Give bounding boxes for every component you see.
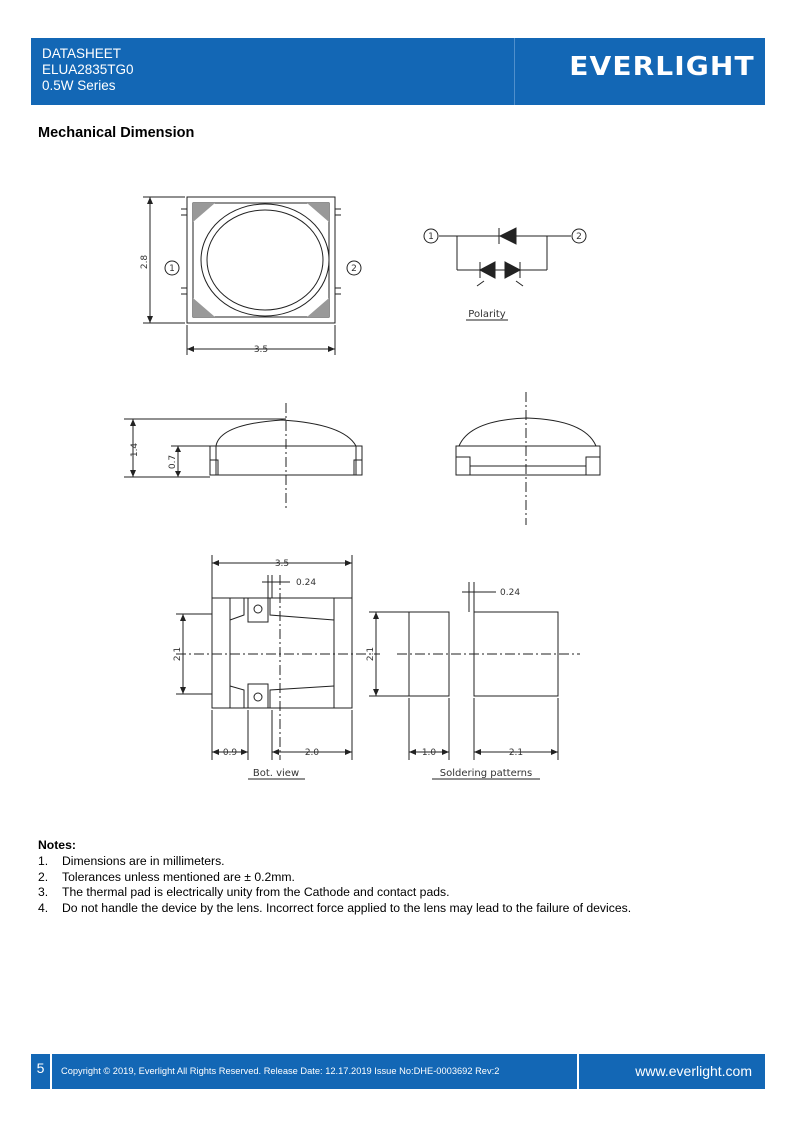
dim-side-body: 0.7 [168,454,178,470]
dim-side-total: 1.4 [130,442,140,458]
polarity-pin2: 2 [576,232,582,242]
pin2-label: 2 [351,264,357,274]
dim-solder-height: 2.1 [366,646,376,662]
note-text: Do not handle the device by the lens. Incorrect force applied to the lens may lead to the failure of devices. [62,901,632,916]
polarity-label: Polarity [468,309,506,320]
note-number: 1. [38,853,49,868]
dim-bottom-pad-height: 2.1 [173,646,183,662]
section-title: Mechanical Dimension [38,125,195,141]
pin1-label: 1 [169,264,175,274]
top-view-lens [201,204,329,316]
dim-top-width: 3.5 [253,345,269,355]
series-name: 0.5W Series [42,78,116,93]
polarity-pin1: 1 [428,232,434,242]
dim-solder-right: 2.1 [508,748,524,758]
bottom-view-body [212,598,352,708]
page-footer [31,1054,765,1089]
dim-bottom-width: 3.5 [274,559,290,569]
note-item [38,901,658,917]
bottom-view-label: Bot. view [252,768,300,779]
dim-bottom-right: 2.0 [304,748,320,758]
doc-type: DATASHEET [42,46,122,61]
notes-title: Notes: [38,838,76,852]
note-item [38,854,658,870]
top-view-body [187,197,335,323]
everlight-logo: EVERLIGHT [569,52,755,82]
note-text: The thermal pad is electrically unity from the Cathode and contact pads. [62,885,450,900]
note-number: 2. [38,869,49,884]
website-link[interactable]: www.everlight.com [579,1054,765,1089]
note-number: 4. [38,901,49,916]
note-item [38,885,658,901]
note-number: 3. [38,885,49,900]
dim-solder-gap: 0.24 [500,588,521,598]
page-number: 5 [31,1054,50,1089]
dim-top-height: 2.8 [140,254,150,270]
note-text: Dimensions are in millimeters. [62,853,225,868]
solder-pattern-label: Soldering patterns [439,768,533,779]
notes-section [38,838,658,917]
dim-solder-left: 1.0 [421,748,437,758]
note-item [38,870,658,886]
note-text: Tolerances unless mentioned are ± 0.2mm. [62,869,295,884]
dim-bottom-gap: 0.24 [296,578,317,588]
part-number: ELUA2835TG0 [42,62,134,77]
dim-bottom-left: 0.9 [222,748,238,758]
side-lens-right [459,418,596,446]
copyright-text: Copyright © 2019, Everlight All Rights Reserved. Release Date: 12.17.2019 Issue No:DHE-0003692 Rev:2 [52,1054,577,1089]
